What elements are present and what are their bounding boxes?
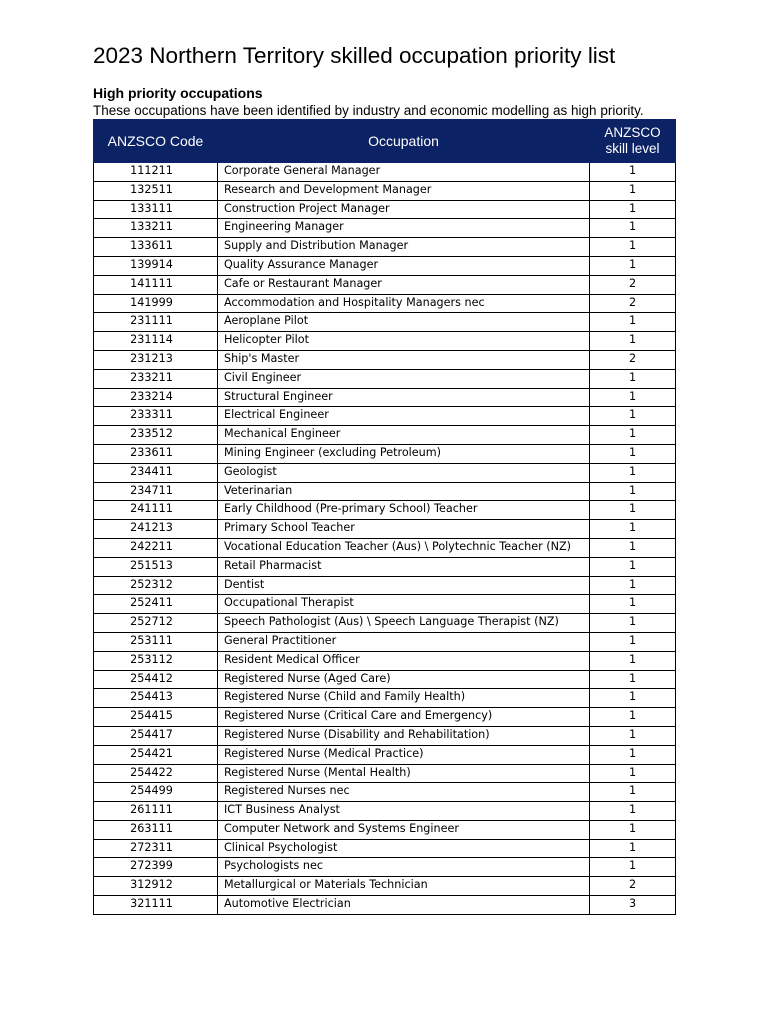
- skill-level-cell: 1: [590, 839, 676, 858]
- anzsco-code-cell: 234711: [94, 482, 218, 501]
- skill-level-cell: 2: [590, 350, 676, 369]
- anzsco-code-cell: 254415: [94, 708, 218, 727]
- table-row: [94, 595, 676, 614]
- anzsco-code-cell: 241213: [94, 520, 218, 539]
- anzsco-code-cell: 231213: [94, 350, 218, 369]
- anzsco-code-cell: 321111: [94, 896, 218, 915]
- occupation-table: [93, 119, 676, 915]
- occupation-cell: Structural Engineer: [218, 388, 590, 407]
- skill-level-cell: 1: [590, 745, 676, 764]
- anzsco-code-cell: 254417: [94, 726, 218, 745]
- skill-level-cell: 1: [590, 501, 676, 520]
- header-skill-level: [590, 120, 676, 163]
- occupation-cell: Civil Engineer: [218, 369, 590, 388]
- occupation-cell: General Practitioner: [218, 632, 590, 651]
- occupation-cell: Electrical Engineer: [218, 407, 590, 426]
- anzsco-code-cell: 254421: [94, 745, 218, 764]
- document-title: 2023 Northern Territory skilled occupation priority list: [93, 43, 616, 68]
- occupation-cell: Automotive Electrician: [218, 896, 590, 915]
- anzsco-code-cell: 234411: [94, 463, 218, 482]
- occupation-cell: Dentist: [218, 576, 590, 595]
- skill-level-cell: 1: [590, 820, 676, 839]
- occupation-cell: Ship's Master: [218, 350, 590, 369]
- occupation-cell: Aeroplane Pilot: [218, 313, 590, 332]
- table-row: [94, 820, 676, 839]
- table-row: [94, 388, 676, 407]
- anzsco-code-cell: 242211: [94, 538, 218, 557]
- skill-level-cell: 1: [590, 595, 676, 614]
- occupation-cell: Veterinarian: [218, 482, 590, 501]
- table-row: [94, 614, 676, 633]
- occupation-cell: Engineering Manager: [218, 219, 590, 238]
- table-header-row: [94, 120, 676, 163]
- skill-level-cell: 1: [590, 407, 676, 426]
- anzsco-code-cell: 272399: [94, 858, 218, 877]
- occupation-cell: Registered Nurse (Aged Care): [218, 670, 590, 689]
- occupation-cell: Mechanical Engineer: [218, 426, 590, 445]
- skill-level-cell: 1: [590, 802, 676, 821]
- skill-level-cell: 1: [590, 426, 676, 445]
- table-row: [94, 407, 676, 426]
- occupation-cell: Speech Pathologist (Aus) \ Speech Language Therapist (NZ): [218, 614, 590, 633]
- occupation-cell: Primary School Teacher: [218, 520, 590, 539]
- skill-level-cell: 1: [590, 708, 676, 727]
- table-row: [94, 275, 676, 294]
- anzsco-code-cell: 141111: [94, 275, 218, 294]
- occupation-cell: Registered Nurse (Critical Care and Emergency): [218, 708, 590, 727]
- table-row: [94, 163, 676, 182]
- anzsco-code-cell: 241111: [94, 501, 218, 520]
- table-row: [94, 745, 676, 764]
- occupation-cell: Research and Development Manager: [218, 181, 590, 200]
- skill-level-cell: 1: [590, 632, 676, 651]
- occupation-cell: Corporate General Manager: [218, 163, 590, 182]
- occupation-cell: Geologist: [218, 463, 590, 482]
- table-row: [94, 858, 676, 877]
- occupation-cell: Construction Project Manager: [218, 200, 590, 219]
- skill-level-cell: 2: [590, 877, 676, 896]
- header-anzsco-code: ANZSCO Code: [94, 120, 218, 163]
- occupation-cell: Cafe or Restaurant Manager: [218, 275, 590, 294]
- table-row: [94, 538, 676, 557]
- table-row: [94, 557, 676, 576]
- anzsco-code-cell: 251513: [94, 557, 218, 576]
- anzsco-code-cell: 254412: [94, 670, 218, 689]
- table-row: [94, 256, 676, 275]
- anzsco-code-cell: 263111: [94, 820, 218, 839]
- occupation-cell: Registered Nurses nec: [218, 783, 590, 802]
- table-row: [94, 313, 676, 332]
- document-page: [93, 38, 675, 915]
- anzsco-code-cell: 231114: [94, 332, 218, 351]
- skill-level-cell: 1: [590, 726, 676, 745]
- skill-level-cell: 1: [590, 369, 676, 388]
- skill-level-cell: 1: [590, 576, 676, 595]
- table-row: [94, 783, 676, 802]
- anzsco-code-cell: 132511: [94, 181, 218, 200]
- skill-level-cell: 1: [590, 332, 676, 351]
- table-row: [94, 632, 676, 651]
- table-row: [94, 802, 676, 821]
- table-row: [94, 482, 676, 501]
- table-row: [94, 463, 676, 482]
- table-row: [94, 294, 676, 313]
- table-row: [94, 576, 676, 595]
- anzsco-code-cell: 233311: [94, 407, 218, 426]
- skill-level-cell: 1: [590, 444, 676, 463]
- table-row: [94, 238, 676, 257]
- occupation-cell: Mining Engineer (excluding Petroleum): [218, 444, 590, 463]
- skill-level-cell: 1: [590, 181, 676, 200]
- table-row: [94, 726, 676, 745]
- skill-level-cell: 1: [590, 463, 676, 482]
- occupation-cell: Quality Assurance Manager: [218, 256, 590, 275]
- anzsco-code-cell: 252712: [94, 614, 218, 633]
- skill-level-cell: 1: [590, 557, 676, 576]
- header-occupation: Occupation: [218, 120, 590, 163]
- anzsco-code-cell: 231111: [94, 313, 218, 332]
- skill-level-cell: 1: [590, 764, 676, 783]
- table-row: [94, 670, 676, 689]
- table-row: [94, 877, 676, 896]
- occupation-cell: Accommodation and Hospitality Managers nec: [218, 294, 590, 313]
- table-row: [94, 332, 676, 351]
- anzsco-code-cell: 111211: [94, 163, 218, 182]
- table-row: [94, 764, 676, 783]
- occupation-cell: Helicopter Pilot: [218, 332, 590, 351]
- anzsco-code-cell: 254422: [94, 764, 218, 783]
- occupation-cell: Registered Nurse (Child and Family Health): [218, 689, 590, 708]
- anzsco-code-cell: 252312: [94, 576, 218, 595]
- anzsco-code-cell: 261111: [94, 802, 218, 821]
- anzsco-code-cell: 139914: [94, 256, 218, 275]
- occupation-cell: Computer Network and Systems Engineer: [218, 820, 590, 839]
- table-row: [94, 181, 676, 200]
- anzsco-code-cell: 312912: [94, 877, 218, 896]
- skill-level-cell: 1: [590, 163, 676, 182]
- skill-level-cell: 1: [590, 614, 676, 633]
- section-description: These occupations have been identified by industry and economic modelling as high priority.: [93, 103, 644, 118]
- skill-level-cell: 1: [590, 670, 676, 689]
- occupation-cell: Vocational Education Teacher (Aus) \ Polytechnic Teacher (NZ): [218, 538, 590, 557]
- table-row: [94, 689, 676, 708]
- skill-level-cell: 1: [590, 651, 676, 670]
- table-row: [94, 520, 676, 539]
- occupation-cell: Metallurgical or Materials Technician: [218, 877, 590, 896]
- skill-level-cell: 3: [590, 896, 676, 915]
- table-row: [94, 219, 676, 238]
- skill-level-cell: 1: [590, 238, 676, 257]
- table-body: [94, 163, 676, 915]
- anzsco-code-cell: 133211: [94, 219, 218, 238]
- anzsco-code-cell: 233611: [94, 444, 218, 463]
- skill-level-cell: 1: [590, 858, 676, 877]
- occupation-cell: Psychologists nec: [218, 858, 590, 877]
- header-skill-line2: skill level: [605, 141, 660, 156]
- occupation-cell: Early Childhood (Pre-primary School) Teacher: [218, 501, 590, 520]
- table-row: [94, 350, 676, 369]
- skill-level-cell: 1: [590, 482, 676, 501]
- table-row: [94, 369, 676, 388]
- skill-level-cell: 1: [590, 219, 676, 238]
- skill-level-cell: 1: [590, 256, 676, 275]
- anzsco-code-cell: 272311: [94, 839, 218, 858]
- anzsco-code-cell: 253111: [94, 632, 218, 651]
- table-row: [94, 839, 676, 858]
- anzsco-code-cell: 253112: [94, 651, 218, 670]
- occupation-cell: Occupational Therapist: [218, 595, 590, 614]
- occupation-cell: Clinical Psychologist: [218, 839, 590, 858]
- table-row: [94, 444, 676, 463]
- table-row: [94, 200, 676, 219]
- skill-level-cell: 1: [590, 783, 676, 802]
- skill-level-cell: 1: [590, 538, 676, 557]
- anzsco-code-cell: 133111: [94, 200, 218, 219]
- occupation-cell: Registered Nurse (Disability and Rehabilitation): [218, 726, 590, 745]
- skill-level-cell: 2: [590, 294, 676, 313]
- skill-level-cell: 1: [590, 520, 676, 539]
- anzsco-code-cell: 233211: [94, 369, 218, 388]
- skill-level-cell: 1: [590, 313, 676, 332]
- occupation-cell: ICT Business Analyst: [218, 802, 590, 821]
- table-row: [94, 501, 676, 520]
- anzsco-code-cell: 233512: [94, 426, 218, 445]
- occupation-cell: Retail Pharmacist: [218, 557, 590, 576]
- skill-level-cell: 2: [590, 275, 676, 294]
- anzsco-code-cell: 133611: [94, 238, 218, 257]
- section-heading: High priority occupations: [93, 85, 263, 101]
- table-row: [94, 651, 676, 670]
- occupation-cell: Resident Medical Officer: [218, 651, 590, 670]
- anzsco-code-cell: 252411: [94, 595, 218, 614]
- table-row: [94, 426, 676, 445]
- table-row: [94, 708, 676, 727]
- skill-level-cell: 1: [590, 689, 676, 708]
- occupation-cell: Registered Nurse (Mental Health): [218, 764, 590, 783]
- table-row: [94, 896, 676, 915]
- skill-level-cell: 1: [590, 200, 676, 219]
- skill-level-cell: 1: [590, 388, 676, 407]
- anzsco-code-cell: 254499: [94, 783, 218, 802]
- header-skill-line1: ANZSCO: [604, 125, 661, 140]
- anzsco-code-cell: 141999: [94, 294, 218, 313]
- anzsco-code-cell: 254413: [94, 689, 218, 708]
- occupation-cell: Supply and Distribution Manager: [218, 238, 590, 257]
- occupation-cell: Registered Nurse (Medical Practice): [218, 745, 590, 764]
- anzsco-code-cell: 233214: [94, 388, 218, 407]
